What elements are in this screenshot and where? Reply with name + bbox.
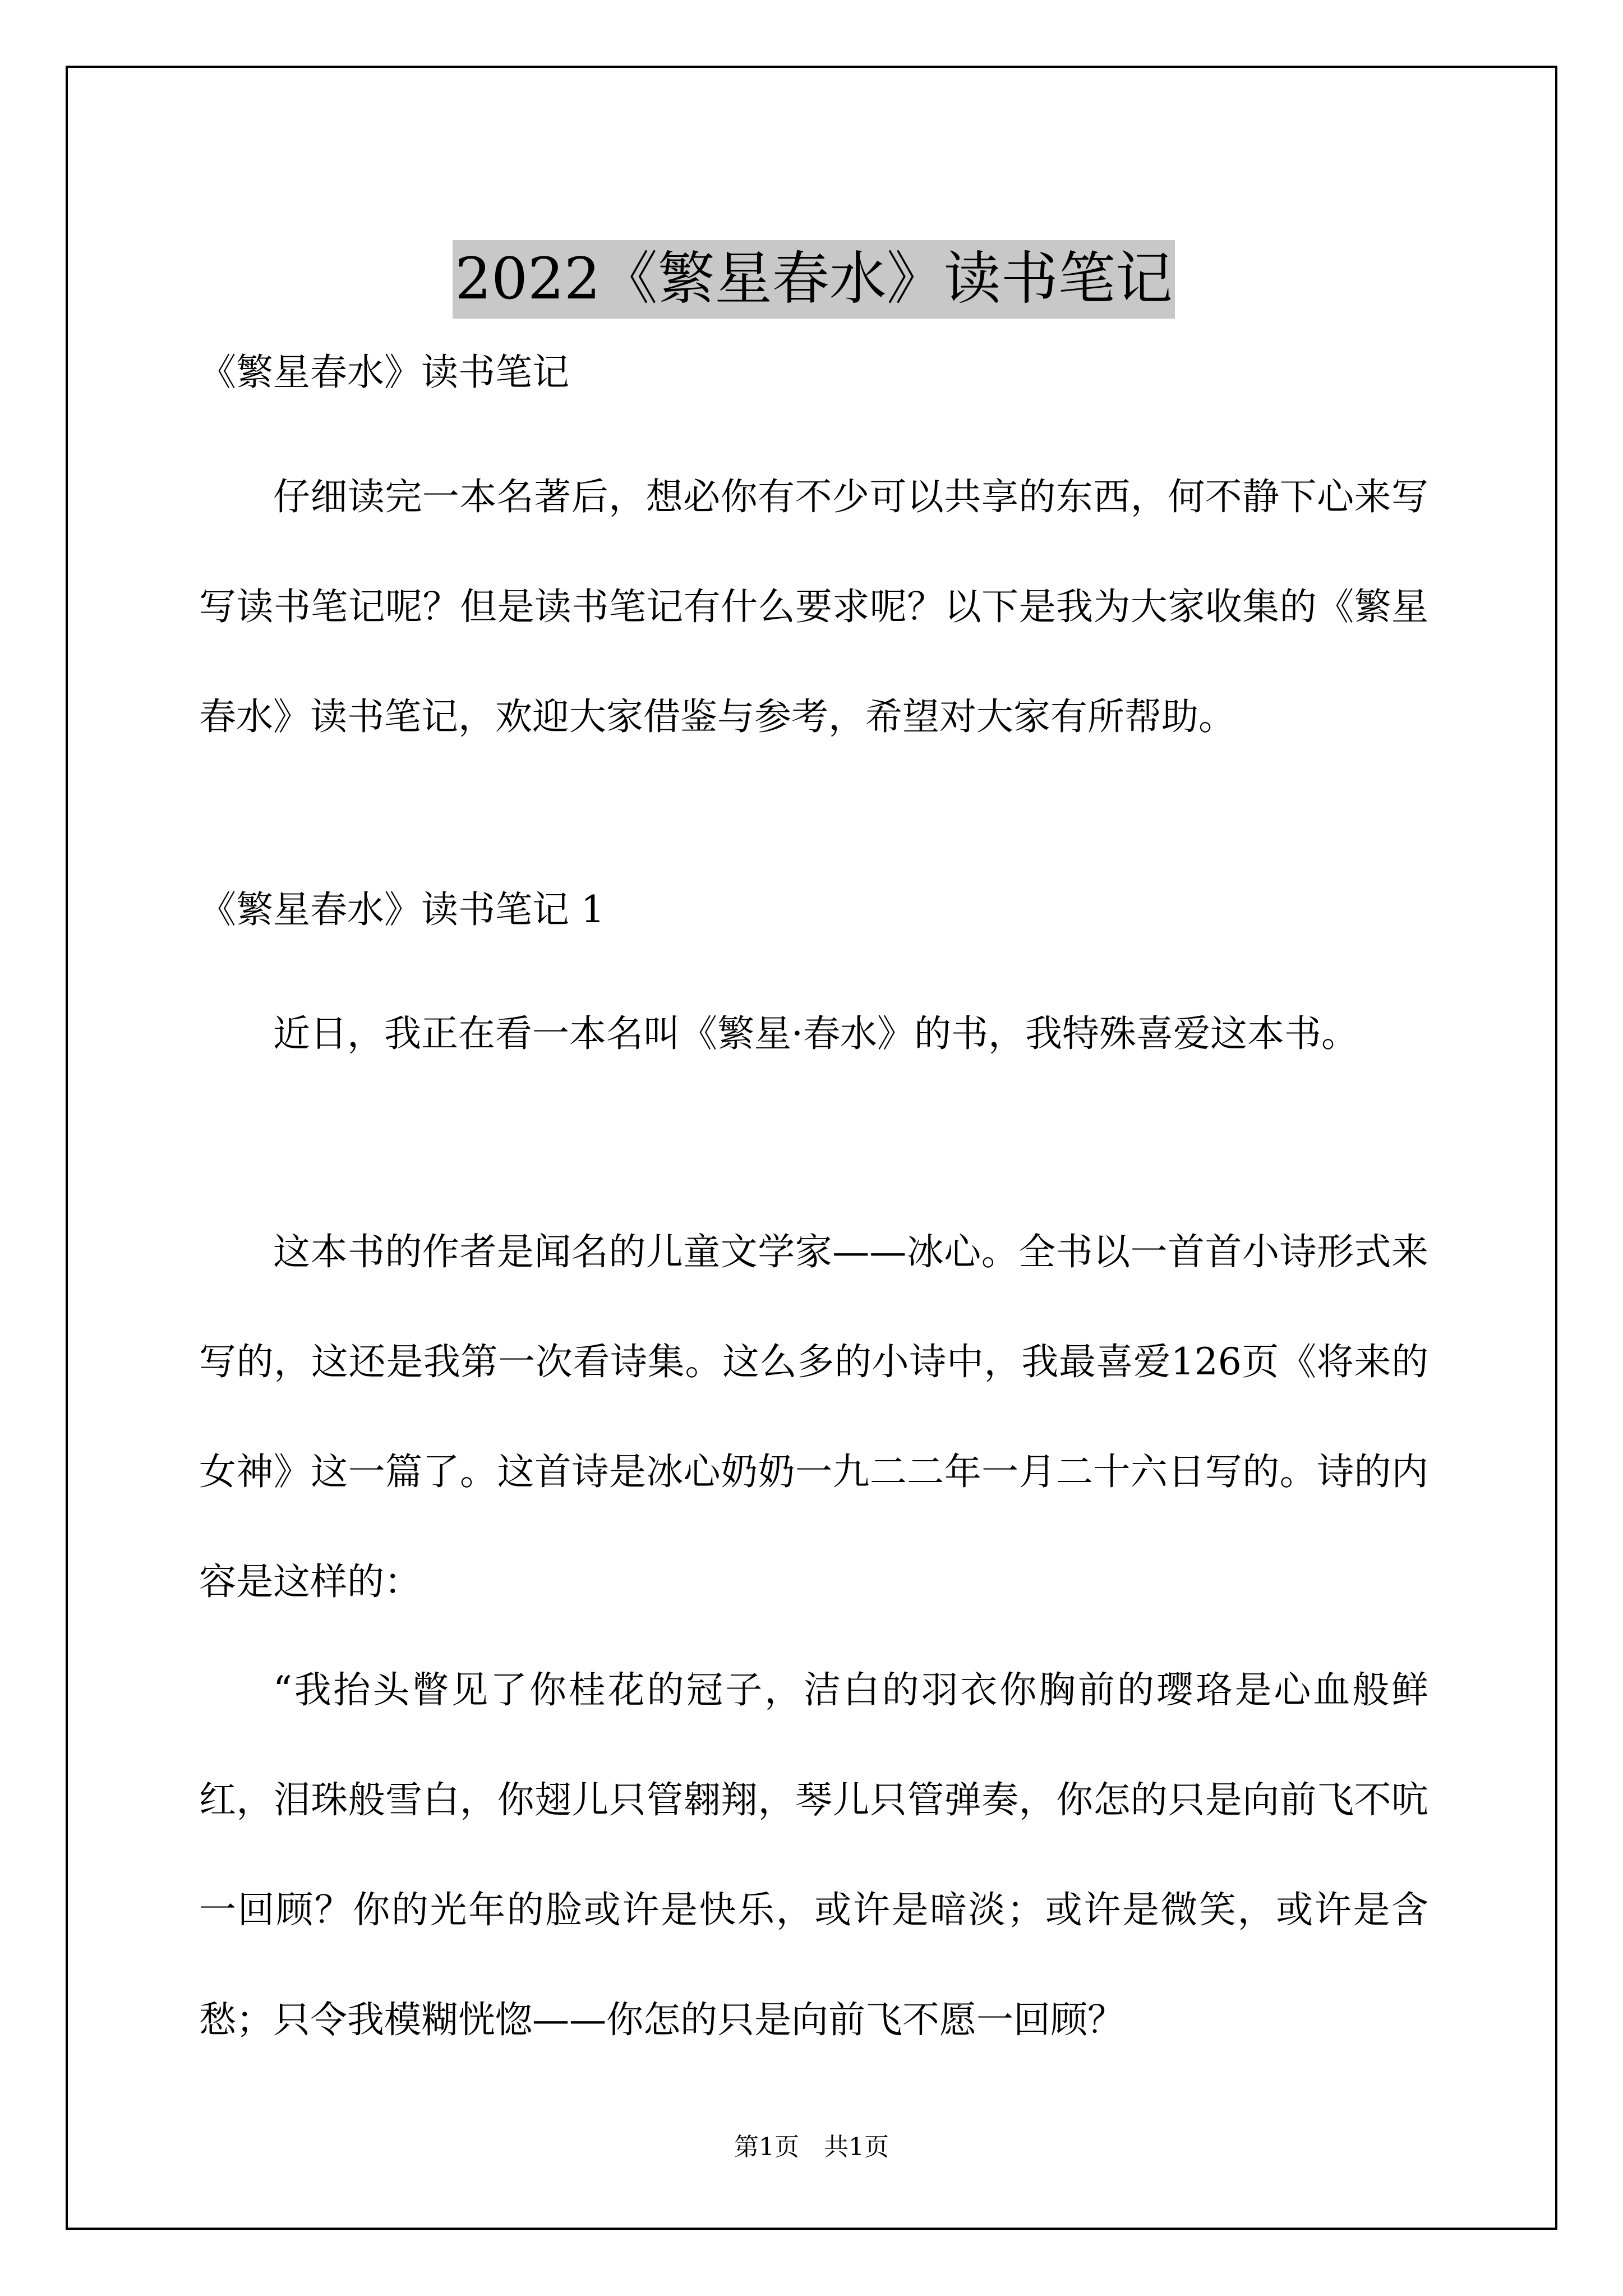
- body-paragraph: “我抬头瞥见了你桂花的冠子，洁白的羽衣你胸前的璎珞是心血般鲜红，泪珠般雪白，你翅儿只管翱翔，琴儿只管弹奏，你怎的只是向前飞不吭一回顾？你的光年的脸或许是快乐，或许是暗淡；或许是微笑，或许是含愁；只令我模糊恍惚——你怎的只是向前飞不愿一回顾？: [199, 1668, 1428, 2041]
- section-heading: 《繁星春水》读书笔记 1: [199, 888, 605, 931]
- body-paragraph: 近日，我正在看一本名叫《繁星·春水》的书，我特殊喜爱这本书。: [273, 1012, 1358, 1055]
- section-heading: 《繁星春水》读书笔记: [199, 351, 569, 394]
- body-paragraph: 仔细读完一本名著后，想必你有不少可以共享的东西，何不静下心来写写读书笔记呢？但是读书笔记有什么要求呢？以下是我为大家收集的《繁星春水》读书笔记，欢迎大家借鉴与参考，希望对大家有所帮助。: [199, 475, 1428, 738]
- page-number-footer: 第1页 共1页: [734, 2133, 889, 2161]
- title-wrap: [199, 202, 1428, 357]
- document-title: 2022《繁星春水》读书笔记: [453, 240, 1175, 319]
- body-paragraph: 这本书的作者是闻名的儿童文学家——冰心。全书以一首首小诗形式来写的，这还是我第一次看诗集。这么多的小诗中，我最喜爱126页《将来的女神》这一篇了。这首诗是冰心奶奶一九二二年一月二十六日写的。诗的内容是这样的：: [199, 1230, 1428, 1603]
